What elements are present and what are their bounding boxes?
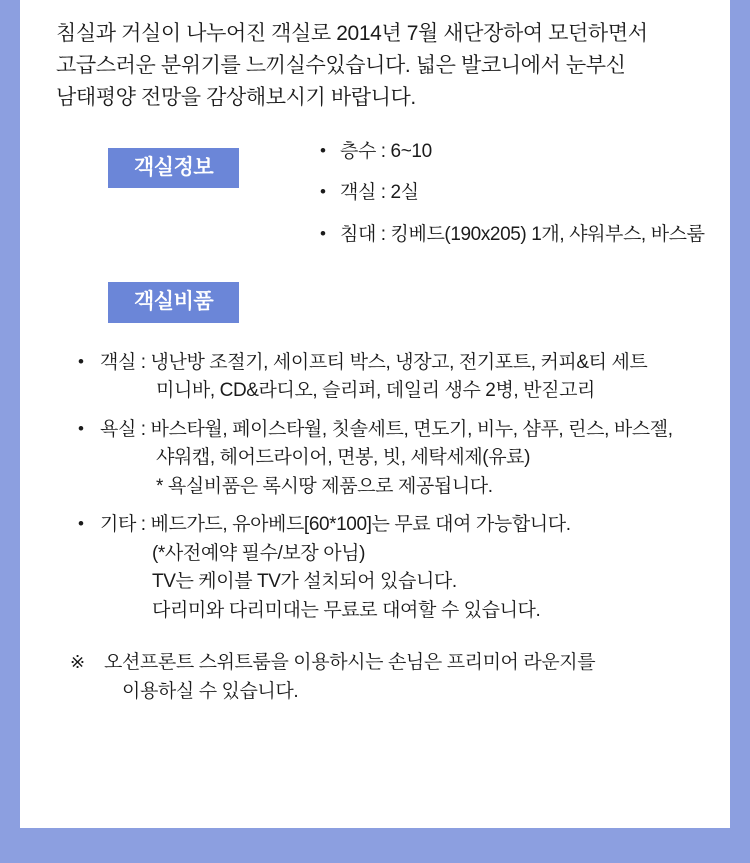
amenity-bath-cont-2: * 욕실비품은 록시땅 제품으로 제공됩니다. bbox=[156, 475, 493, 497]
amenity-etc-line: • 기타 : 베드가드, 유아베드[60*100]는 무료 대여 가능합니다. bbox=[74, 511, 704, 540]
amenity-bath-line: • 욕실 : 바스타월, 페이스타월, 칫솔세트, 면도기, 비누, 샴푸, 린스, 바스젤, bbox=[74, 416, 704, 445]
list-item bbox=[74, 349, 704, 406]
intro-line-3: 남태평양 전망을 감상해보시기 바랍니다. bbox=[56, 85, 416, 109]
content-card bbox=[20, 0, 730, 828]
notice-line-1: ※ 오션프론트 스위트룸을 이용하시는 손님은 프리미어 라운지를 bbox=[70, 649, 704, 678]
amenity-etc-cont-2: TV는 케이블 TV가 설치되어 있습니다. bbox=[152, 571, 457, 593]
room-info-heading: 객실정보 bbox=[108, 148, 239, 188]
amenity-etc-cont-1: (*사전예약 필수/보장 아님) bbox=[152, 542, 366, 564]
amenities-heading: 객실비품 bbox=[108, 282, 239, 322]
list-item bbox=[74, 416, 704, 502]
notice-line-2: 이용하실 수 있습니다. bbox=[122, 680, 299, 702]
list-item: • 층수 : 6~10 bbox=[318, 138, 704, 166]
room-info-list bbox=[318, 138, 704, 249]
amenities-list bbox=[74, 349, 704, 626]
list-item: • 객실 : 2실 bbox=[318, 179, 704, 207]
notice-block bbox=[70, 649, 704, 706]
room-info-section bbox=[56, 140, 705, 249]
intro-line-2: 고급스러운 분위기를 느끼실수있습니다. 넓은 발코니에서 눈부신 bbox=[56, 53, 626, 77]
amenity-etc-cont-3: 다리미와 다리미대는 무료로 대여할 수 있습니다. bbox=[152, 599, 541, 621]
intro-line-1: 침실과 거실이 나누어진 객실로 2014년 7월 새단장하여 모던하면서 bbox=[56, 22, 648, 45]
intro-paragraph bbox=[56, 18, 704, 114]
list-item: • 침대 : 킹베드(190x205) 1개, 샤워부스, 바스룸 bbox=[318, 221, 704, 249]
amenities-section bbox=[56, 282, 704, 625]
amenity-room-line: • 객실 : 냉난방 조절기, 세이프티 박스, 냉장고, 전기포트, 커피&티 세트 bbox=[74, 349, 704, 378]
list-item bbox=[74, 511, 704, 625]
amenity-bath-cont-1: 샤워캡, 헤어드라이어, 면봉, 빗, 세탁세제(유료) bbox=[156, 447, 531, 469]
amenity-room-cont-1: 미니바, CD&라디오, 슬리퍼, 데일리 생수 2병, 반짇고리 bbox=[156, 380, 595, 402]
